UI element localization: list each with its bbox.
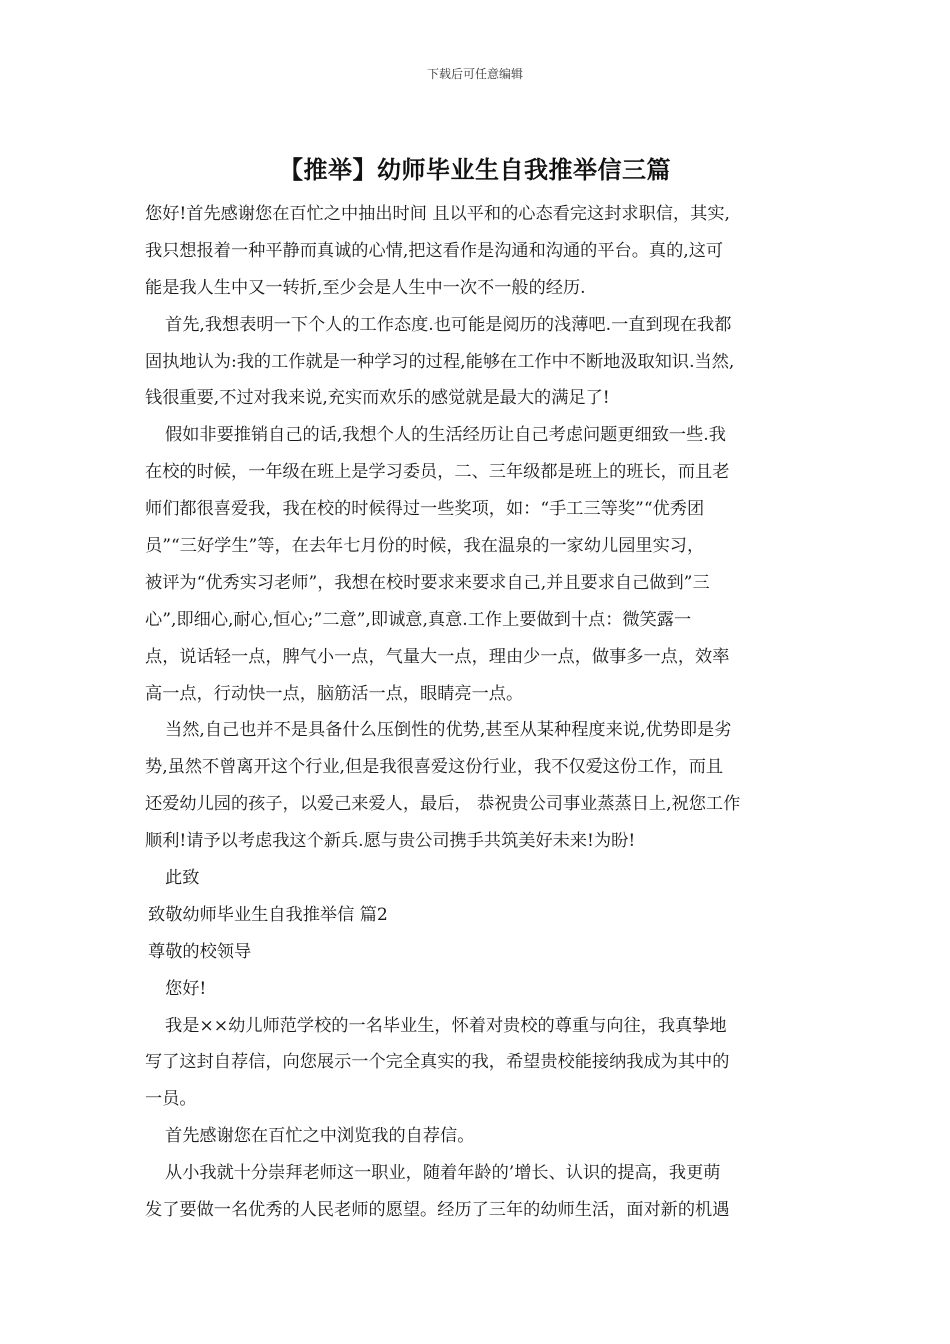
body-line: 顺利!请予以考虑我这个新兵.愿与贵公司携手共筑美好未来!为盼! bbox=[145, 831, 636, 852]
body-line: 员”“三好学生”等，在去年七月份的时候，我在温泉的一家幼儿园里实习， bbox=[145, 536, 705, 557]
body-line: 点，说话轻一点，脾气小一点，气量大一点，理由少一点，做事多一点，效率 bbox=[145, 646, 730, 667]
body-line: 还爱幼儿园的孩子，以爱己来爱人，最后， 恭祝贵公司事业蒸蒸日上,祝您工作 bbox=[145, 794, 741, 815]
body-line: 当然,自己也并不是具备什么压倒性的优势,甚至从某种程度来说,优势即是劣 bbox=[165, 720, 732, 741]
body-line: 我只想报着一种平静而真诚的心情,把这看作是沟通和沟通的平台。真的,这可 bbox=[145, 240, 724, 261]
body-line: 一员。 bbox=[145, 1089, 197, 1110]
body-line: 发了要做一名优秀的人民老师的愿望。经历了三年的幼师生活，面对新的机遇 bbox=[145, 1200, 730, 1221]
document-title: 【推举】幼师毕业生自我推举信三篇 bbox=[279, 155, 671, 184]
body-line: 心”,即细心,耐心,恒心;”二意”,即诚意,真意.工作上要做到十点：微笑露一 bbox=[145, 609, 692, 630]
header-note: 下载后可任意编辑 bbox=[426, 67, 523, 81]
body-line: 此致 bbox=[165, 868, 200, 889]
body-line: 写了这封自荐信，向您展示一个完全真实的我，希望贵校能接纳我成为其中的 bbox=[145, 1052, 730, 1073]
body-line: 势,虽然不曾离开这个行业,但是我很喜爱这份行业，我不仅爱这份工作，而且 bbox=[145, 757, 724, 778]
body-line: 钱很重要,不过对我来说,充实而欢乐的感觉就是最大的满足了! bbox=[145, 388, 610, 409]
body-line: 高一点，行动快一点，脑筋活一点，眼睛亮一点。 bbox=[145, 683, 524, 704]
body-line: 假如非要推销自己的话,我想个人的生活经历让自己考虑问题更细致一些.我 bbox=[165, 425, 726, 446]
body-line: 被评为“优秀实习老师”，我想在校时要求来要求自己,并且要求自己做到”三 bbox=[145, 572, 710, 593]
body-line: 您好! bbox=[165, 978, 207, 999]
body-line: 师们都很喜爱我，我在校的时候得过一些奖项，如：“手工三等奖”“优秀团 bbox=[145, 499, 705, 520]
body-line: 从小我就十分崇拜老师这一职业，随着年龄的’增长、认识的提高，我更萌 bbox=[165, 1163, 721, 1184]
body-line: 首先感谢您在百忙之中浏览我的自荐信。 bbox=[165, 1126, 475, 1147]
body-line: 固执地认为:我的工作就是一种学习的过程,能够在工作中不断地汲取知识.当然, bbox=[145, 351, 735, 372]
body-line: 在校的时候，一年级在班上是学习委员，二、三年级都是班上的班长，而且老 bbox=[145, 462, 730, 483]
body-line: 能是我人生中又一转折,至少会是人生中一次不一般的经历. bbox=[145, 277, 586, 298]
body-line: 我是××幼儿师范学校的一名毕业生，怀着对贵校的尊重与向往，我真挚地 bbox=[165, 1015, 727, 1036]
body-line: 首先,我想表明一下个人的工作态度.也可能是阅历的浅薄吧.一直到现在我都 bbox=[165, 314, 732, 335]
body-line: 您好!首先感谢您在百忙之中抽出时间 且以平和的心态看完这封求职信，其实, bbox=[145, 204, 731, 224]
body-line: 致敬幼师毕业生自我推举信 篇2 bbox=[148, 904, 388, 925]
document-body bbox=[145, 196, 810, 1229]
body-line: 尊敬的校领导 bbox=[148, 941, 252, 962]
